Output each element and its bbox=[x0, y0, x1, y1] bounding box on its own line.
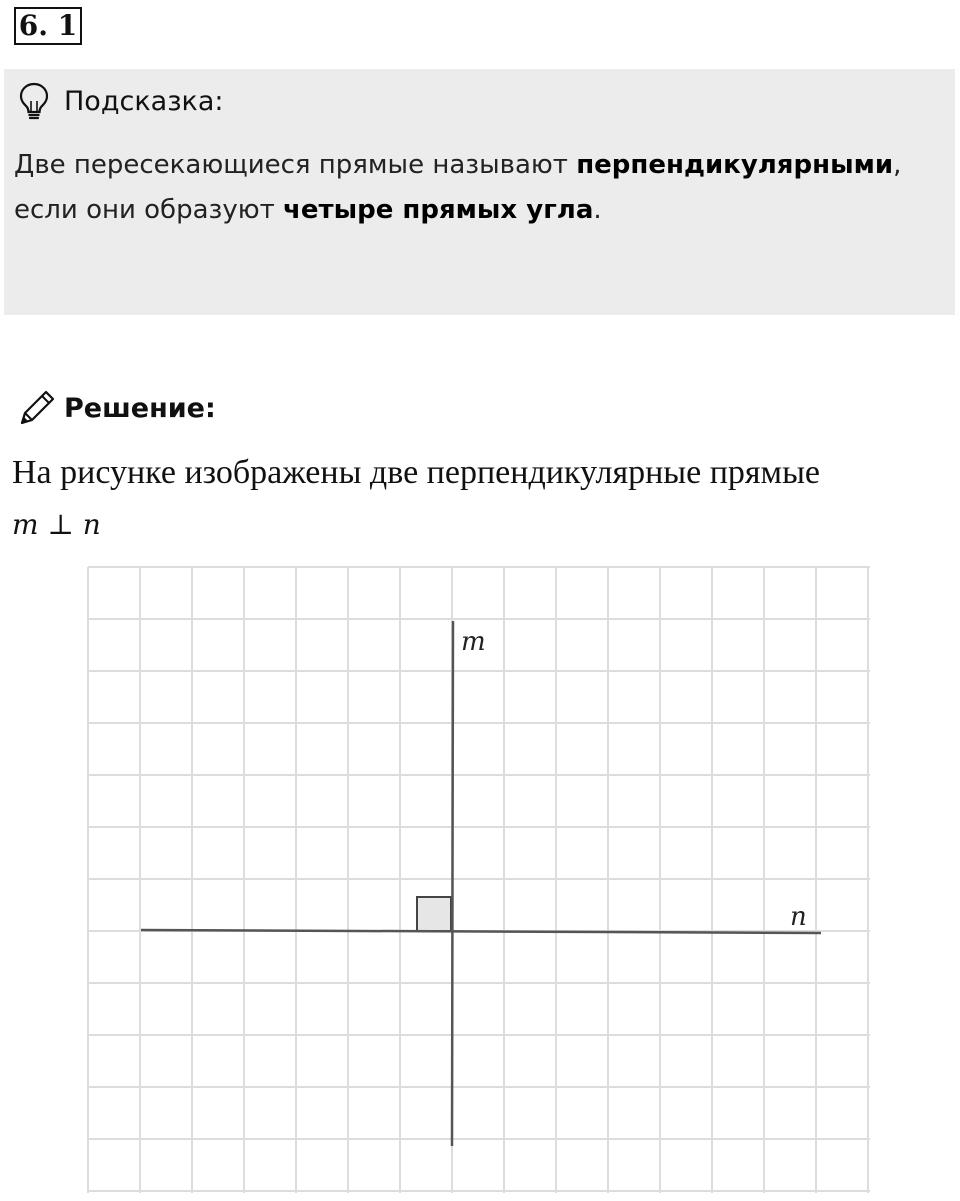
grid bbox=[88, 567, 870, 1193]
hint-bold-four-right-angles: четыре прямых угла bbox=[283, 195, 594, 225]
formula-m: m bbox=[12, 508, 39, 541]
hint-text-part1: Две пересекающиеся прямые называют bbox=[14, 150, 577, 180]
solution-title: Решение: bbox=[64, 392, 216, 424]
hint-text-part3: . bbox=[593, 195, 602, 225]
line-m bbox=[452, 621, 453, 1146]
label-n: n bbox=[790, 902, 807, 932]
hint-bold-perpendicular: перпендикулярными bbox=[576, 150, 894, 180]
hint-title: Подсказка: bbox=[64, 85, 224, 117]
solution-text: На рисунке изображены две перпендикулярные прямые bbox=[12, 454, 820, 491]
right-angle-marker bbox=[417, 897, 451, 931]
perpendicular-symbol: ⊥ bbox=[47, 508, 74, 541]
hint-text-part2: , если они образуют bbox=[14, 150, 902, 225]
task-number: 6. 1 bbox=[14, 7, 82, 45]
label-m: m bbox=[461, 627, 486, 657]
formula-n: n bbox=[82, 508, 101, 541]
